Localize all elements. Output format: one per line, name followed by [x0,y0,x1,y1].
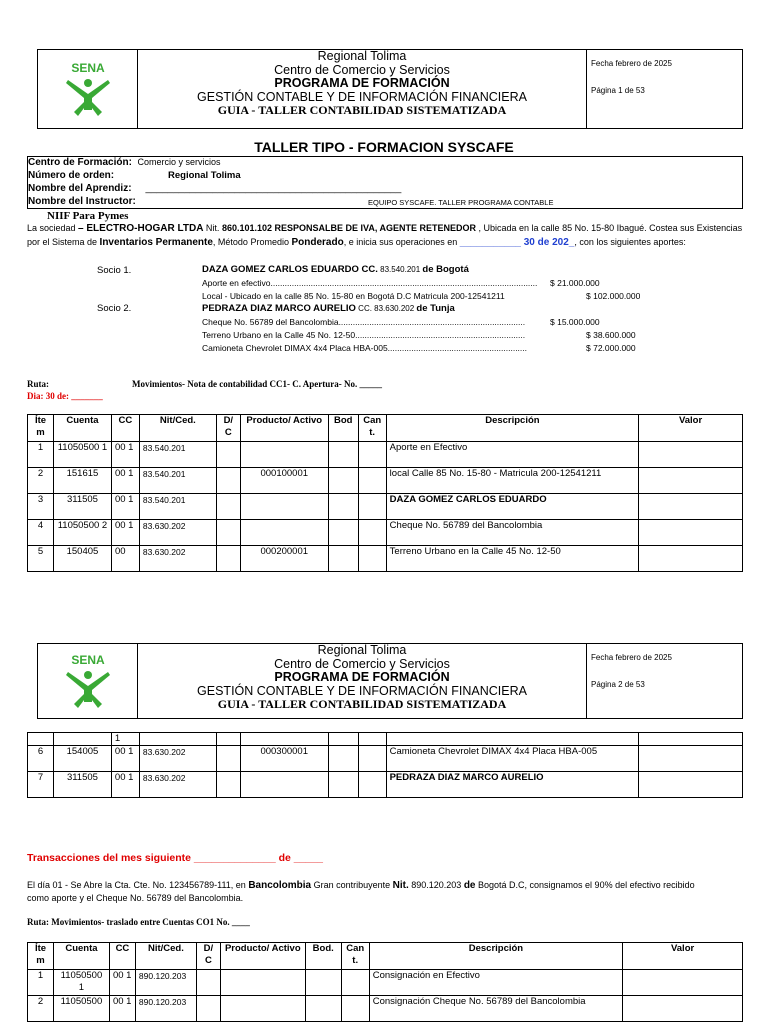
instructor-value: EQUIPO SYSCAFE. TALLER PROGRAMA CONTABLE [368,198,554,207]
valor-cell [639,746,743,772]
valor-cell [639,494,743,520]
valor-cell [639,468,743,494]
page-number: Página 1 de 53 [591,86,645,95]
valor-cell [639,442,743,468]
dia01-line-2: como aporte y el Cheque No. 56789 del Bancolombia. [27,893,244,903]
page-header-2 [37,643,743,719]
ruta-label: Ruta: [27,379,49,389]
descripcion-cell: Terreno Urbano en la Calle 45 No. 12-50 [386,546,638,572]
centro-label: Centro de Formación: [28,157,132,168]
cc-cell: 00 1 [109,970,135,996]
cant-cell [358,442,386,468]
cant-cell [358,746,386,772]
cuenta-cell: 151615 [53,468,111,494]
socio-1-name: DAZA GOMEZ CARLOS EDUARDO CC. 83.540.201 de Bogotá [202,264,469,275]
producto-cell [220,970,305,996]
regional-text: Regional Tolima [317,49,407,63]
table-row [28,772,743,798]
descripcion-cell [386,733,639,746]
cc-cell: 00 1 [109,996,135,1022]
dc-cell [216,746,240,772]
descripcion-cell: Camioneta Chevrolet DIMAX 4x4 Placa HBA-005 [386,746,639,772]
centro-value: Comercio y servicios [137,157,221,167]
dia01-line-1: El día 01 - Se Abre la Cta. Cte. No. 123456789-111, en Bancolombia Gran contribuyente Nit. 890.120.203 de Bogotá D.C, consignamos el 90% del efectivo recibido [27,880,695,891]
header-meta-2: Fecha febrero de 2025 Página 2 de 53 [586,644,742,718]
aporte-terreno: Terreno Urbano en la Calle 45 No. 12-50........................................................................ $ 38.600.000 [202,330,636,340]
nit-cell: 83.540.201 [139,468,216,494]
bod-cell [328,494,358,520]
svg-text:SENA: SENA [71,653,105,667]
orden-value: Regional Tolima [168,170,241,181]
cant-cell [358,468,386,494]
descripcion-cell: Aporte en Efectivo [386,442,638,468]
aporte-efectivo: Aporte en efectivo................................................................................................................. $ 21.000.000 [202,278,600,288]
table-row [28,494,743,520]
table-row [28,442,743,468]
producto-cell [240,733,328,746]
cuenta-cell [53,733,111,746]
orden-label: Número de orden: [28,170,115,181]
producto-cell [220,996,305,1022]
table-row [28,970,743,996]
cant-cell [358,546,386,572]
sena-logo-2 [38,644,138,718]
dc-cell [216,494,240,520]
page-header-1 [37,49,743,129]
valor-cell [623,970,743,996]
item-cell: 6 [28,746,54,772]
valor-cell [639,520,743,546]
table-row [28,468,743,494]
descripcion-cell: Consignación Cheque No. 56789 del Bancolombia [369,996,622,1022]
cuenta-cell: 311505 [53,772,111,798]
transacciones-title: Transacciones del mes siguiente ______________ de _____ [27,852,323,864]
item-cell: 2 [28,468,54,494]
cuenta-cell: 11050500 1 [53,970,109,996]
instructor-label: Nombre del Instructor: [28,196,136,207]
svg-text:SENA: SENA [71,61,105,75]
cant-cell [358,772,386,798]
socio-2-name: PEDRAZA DIAZ MARCO AURELIO CC. 83.630.202 de Tunja [202,303,455,314]
table-header-row: Íte m Cuenta CC Nit/Ced. D/ C Producto/ Activo Bod. Can t. Descripción Valor [28,943,743,970]
sena-logo-icon [38,644,138,718]
producto-cell [240,494,328,520]
movimientos-table-2 [27,732,743,798]
valor-cell [639,546,743,572]
nit-cell: 890.120.203 [135,996,196,1022]
fecha-text: Fecha febrero de 2025 [591,59,672,68]
dc-cell [216,733,240,746]
niif-label: NIIF Para Pymes [47,210,129,222]
aporte-cheque: Cheque No. 56789 del Bancolombia............................................................................... $ 15.000.000 [202,317,600,327]
item-cell: 3 [28,494,54,520]
movimientos-table-1 [27,414,743,572]
item-cell: 1 [28,442,54,468]
gestion-text: GESTIÓN CONTABLE Y DE INFORMACIÓN FINANCIERA [197,89,527,104]
nit-cell [139,733,216,746]
cuenta-cell: 150405 [53,546,111,572]
bod-cell [328,746,358,772]
header-titles-2: Regional Tolima Centro de Comercio y Servicios PROGRAMA DE FORMACIÓN GESTIÓN CONTABLE Y DE INFORMACIÓN FINANCIERA GUIA - TALLER CONTABILIDAD SISTEMATIZADA [197,643,527,711]
nit-cell: 890.120.203 [135,970,196,996]
producto-cell: 000300001 [240,746,328,772]
bod-cell [328,772,358,798]
dc-cell [216,468,240,494]
item-cell [28,733,54,746]
producto-cell: 000100001 [240,468,328,494]
cant-cell [341,996,369,1022]
cc-cell: 00 [111,546,139,572]
dc-cell [216,546,240,572]
cc-cell: 00 1 [111,772,139,798]
dc-cell [216,772,240,798]
header-meta [586,50,742,128]
nit-cell: 83.540.201 [139,494,216,520]
item-cell: 2 [28,996,54,1022]
info-box [27,156,743,209]
table-row [28,546,743,572]
movimientos-text: Movimientos- Nota de contabilidad CC1- C. Apertura- No. _____ [132,379,382,389]
cc-cell: 00 1 [111,746,139,772]
aporte-local: Local - Ubicado en la calle 85 No. 15-80 en Bogotá D.C Matricula 200-12541211 $ 102.000.000 [202,291,641,301]
bod-cell [328,468,358,494]
traslado-table [27,942,743,1022]
dc-cell [216,520,240,546]
cc-cell: 00 1 [111,468,139,494]
descripcion-cell: Consignación en Efectivo [369,970,622,996]
table-row [28,733,743,746]
bod-cell [328,442,358,468]
cuenta-cell: 11050500 2 [53,520,111,546]
dc-cell [196,970,220,996]
cant-cell [358,733,386,746]
bod-cell [305,996,341,1022]
table-row [28,520,743,546]
socio-1-label: Socio 1. [97,265,132,276]
nit-cell: 83.630.202 [139,520,216,546]
cant-cell [358,494,386,520]
cant-cell [341,970,369,996]
table-header-row: Íte m Cuenta CC Nit/Ced. D/ C Producto/ Activo Bod Can t. Descripción Valor [28,415,743,442]
cuenta-cell: 11050500 1 [53,442,111,468]
valor-cell [639,733,743,746]
header-titles [138,50,586,128]
cc-cell: 1 [111,733,139,746]
cuenta-cell: 311505 [53,494,111,520]
centro-text: Centro de Comercio y Servicios [274,62,450,77]
item-cell: 1 [28,970,54,996]
cc-cell: 00 1 [111,442,139,468]
descripcion-cell: DAZA GOMEZ CARLOS EDUARDO [386,494,638,520]
item-cell: 7 [28,772,54,798]
intro-line-2: por el Sistema de Inventarios Permanente, Método Promedio Ponderado, e inicia sus operaciones en ___________ 30 de 202_, con los siguientes aportes: [27,237,686,248]
table-row [28,996,743,1022]
item-cell: 4 [28,520,54,546]
descripcion-cell: PEDRAZA DIAZ MARCO AURELIO [386,772,639,798]
producto-cell [240,442,328,468]
valor-cell [623,996,743,1022]
cuenta-cell: 154005 [53,746,111,772]
sena-logo-icon [38,50,138,128]
cuenta-cell: 11050500 [53,996,109,1022]
nit-cell: 83.630.202 [139,746,216,772]
bod-cell [328,520,358,546]
cc-cell: 00 1 [111,494,139,520]
aprendiz-line: ______________________________________________ [145,183,402,194]
producto-cell: 000200001 [240,546,328,572]
table-row [28,746,743,772]
aporte-camioneta: Camioneta Chevrolet DIMAX 4x4 Placa HBA-005........................................................... $ 72.000.000 [202,343,636,353]
socio-2-label: Socio 2. [97,303,132,314]
programa-text: PROGRAMA DE FORMACIÓN [274,76,450,90]
nit-cell: 83.630.202 [139,772,216,798]
item-cell: 5 [28,546,54,572]
guia-text: GUIA - TALLER CONTABILIDAD SISTEMATIZADA [217,103,507,117]
intro-line-1: La sociedad – ELECTRO-HOGAR LTDA Nit. 860.101.102 RESPONSALBE DE IVA, AGENTE RETENEDOR , Ubicada en la calle 85 No. 15-80 Ibagué. Costea sus Existencias [27,223,743,234]
dc-cell [216,442,240,468]
taller-title: TALLER TIPO - FORMACION SYSCAFE [254,139,514,155]
nit-cell: 83.630.202 [139,546,216,572]
cc-cell: 00 1 [111,520,139,546]
valor-cell [639,772,743,798]
page-number-2: Página 2 de 53 [591,680,645,689]
sena-logo [38,50,138,128]
cant-cell [358,520,386,546]
dia-text: Dia: 30 de: _______ [27,391,103,401]
dc-cell [196,996,220,1022]
nit-cell: 83.540.201 [139,442,216,468]
producto-cell [240,520,328,546]
descripcion-cell: local Calle 85 No. 15-80 - Matricula 200-12541211 [386,468,638,494]
bod-cell [328,733,358,746]
bod-cell [305,970,341,996]
producto-cell [240,772,328,798]
aprendiz-label: Nombre del Aprendiz: [28,183,132,194]
ruta-2-text: Ruta: Movimientos- traslado entre Cuentas CO1 No. ____ [27,917,250,927]
bod-cell [328,546,358,572]
descripcion-cell: Cheque No. 56789 del Bancolombia [386,520,638,546]
